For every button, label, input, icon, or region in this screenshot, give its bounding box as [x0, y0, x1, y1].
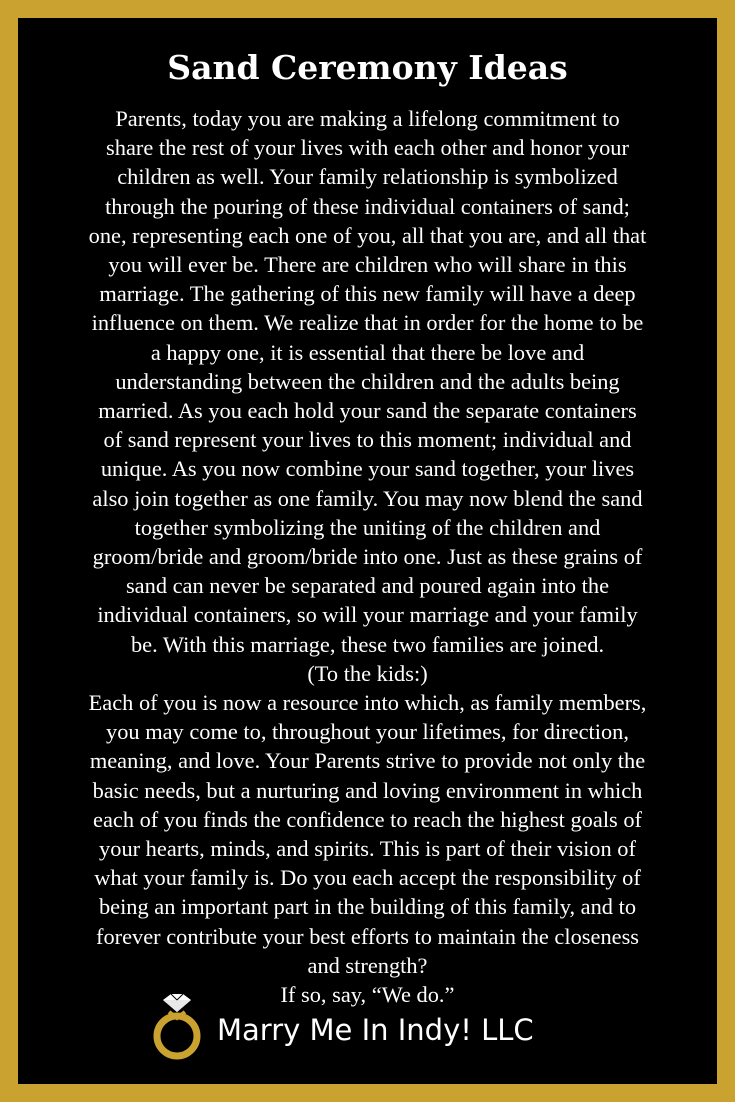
text-line: what your family is. Do you each accept the responsibility of: [94, 865, 641, 891]
text-line: be. With this marriage, these two families are joined.: [130, 631, 605, 657]
text-line: you may come to, throughout your lifetimes, for direction,: [106, 719, 629, 745]
text-line: each of you finds the confidence to reach the highest goals of: [93, 806, 642, 832]
text-line: one, representing each one of you, all that you are, and all that: [88, 222, 647, 248]
text-line: you will ever be. There are children who will share in this: [108, 252, 627, 278]
text-line: meaning, and love. Your Parents strive to provide not only the: [89, 748, 646, 774]
text-line: sand can never be separated and poured again into the: [125, 573, 610, 599]
text-line: marriage. The gathering of this new family will have a deep: [99, 281, 636, 307]
text-line: (To the kids:): [307, 660, 428, 686]
text-line: Each of you is now a resource into which, as family members,: [88, 690, 647, 716]
text-line: groom/bride and groom/bride into one. Just as these grains of: [92, 544, 643, 570]
text-line: basic needs, but a nurturing and loving environment in which: [92, 777, 643, 803]
text-line: your hearts, minds, and spirits. This is part of their vision of: [99, 836, 636, 862]
card-frame: [18, 18, 717, 1084]
page-title: Sand Ceremony Ideas: [167, 48, 568, 87]
text-line: children as well. Your family relationship is symbolized: [117, 164, 618, 190]
text-line: individual containers, so will your marriage and your family: [97, 602, 638, 628]
text-line: together symbolizing the uniting of the children and: [134, 514, 601, 540]
text-line: share the rest of your lives with each other and honor your: [106, 135, 629, 161]
text-line: unique. As you now combine your sand together, your lives: [100, 456, 635, 482]
diamond-ring-icon: [143, 990, 215, 1062]
text-line: married. As you each hold your sand the separate containers: [98, 398, 637, 424]
text-line: being an important part in the building of this family, and to: [98, 894, 637, 920]
text-line: understanding between the children and the adults being: [115, 368, 620, 394]
text-line: influence on them. We realize that in order for the home to be: [91, 310, 644, 336]
brand-logo: [143, 990, 563, 1062]
text-line: Parents, today you are making a lifelong commitment to: [115, 106, 620, 131]
text-line: a happy one, it is essential that there be love and: [150, 339, 585, 365]
text-line: also join together as one family. You may now blend the sand: [92, 485, 643, 511]
text-line: and strength?: [307, 952, 428, 978]
text-line: of sand represent your lives to this moment; individual and: [103, 427, 632, 453]
text-line: forever contribute your best efforts to maintain the closeness: [95, 923, 640, 949]
text-line: through the pouring of these individual containers of sand;: [105, 193, 630, 219]
ceremony-text: [32, 104, 703, 1009]
brand-name: Marry Me In Indy! LLC: [217, 1013, 534, 1047]
text-line: If so, say, “We do.”: [280, 982, 455, 1008]
